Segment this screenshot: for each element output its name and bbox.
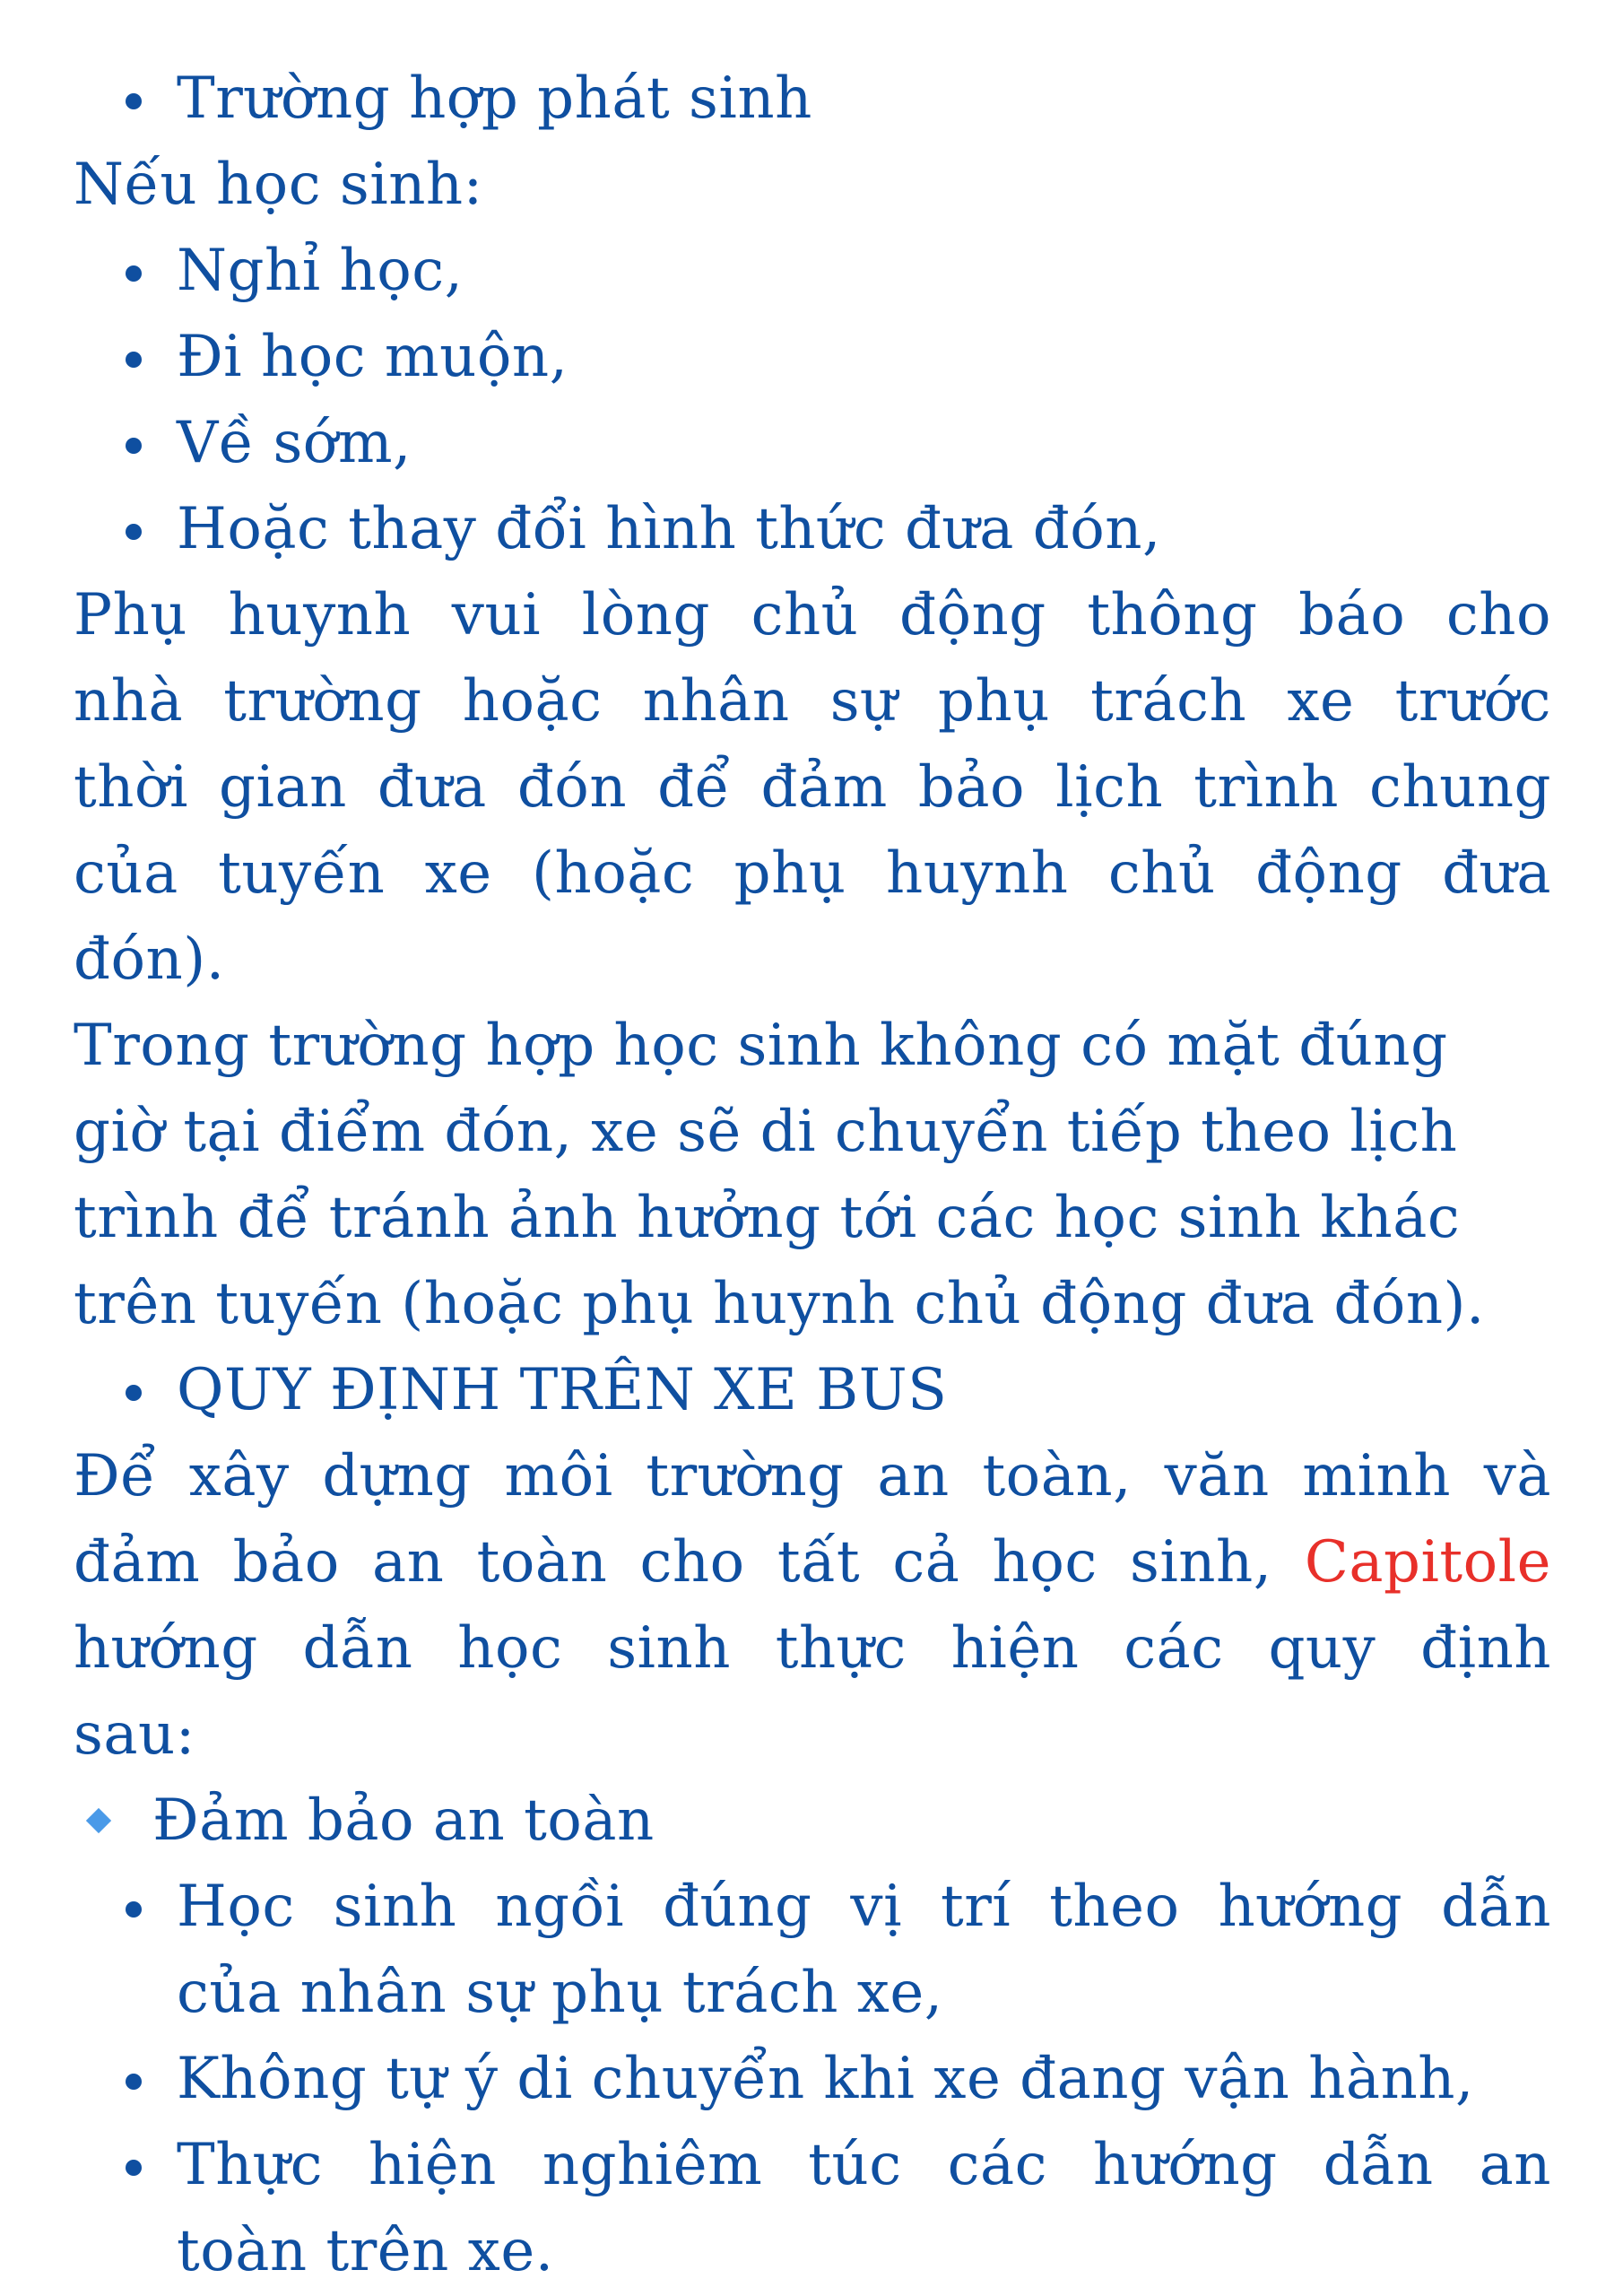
bullet-icon [126,438,142,454]
section-heading-item [74,1347,1551,1433]
paragraph-line: sau: [74,1701,195,1768]
paragraph-line: giờ tại điểm đón, xe sẽ di chuyển tiếp theo lịch [74,1099,1458,1165]
paragraph-line: nhà trường hoặc nhân sự phụ trách xe trước [74,668,1551,735]
bullet-icon [126,2160,142,2176]
paragraph-line: đón). [74,926,225,993]
safety-item-text: Thực hiện nghiêm túc các hướng dẫn an [177,2132,1551,2198]
bullet-icon [126,524,142,540]
paragraph-line: Phụ huynh vui lòng chủ động thông báo cho [74,582,1551,648]
bullet-icon [126,352,142,368]
diamond-icon [86,1808,111,1833]
brand-name: Capitole [1304,1529,1551,1596]
bullet-icon [126,1385,142,1401]
list-item [74,2122,1551,2208]
bullet-icon [126,1901,142,1918]
list-item [74,2036,1551,2122]
paragraph-line [74,1519,1551,1605]
safety-item-text: Không tự ý di chuyển khi xe đang vận hành, [177,2046,1474,2112]
paragraph-line: thời gian đưa đón để đảm bảo lịch trình chung [74,754,1551,821]
safety-item-text: Học sinh ngồi đúng vị trí theo hướng dẫn [177,1874,1551,1940]
paragraph-text: đảm bảo an toàn cho tất cả học sinh, [74,1529,1305,1596]
paragraph-line: trình để tránh ảnh hưởng tới các học sinh khác [74,1185,1461,1251]
bullet-icon [126,93,142,109]
list-item [74,1864,1551,1950]
case-text: Nghỉ học, [177,238,464,304]
paragraph-line: Để xây dựng môi trường an toàn, văn minh và [74,1443,1551,1509]
list-item [74,56,1551,142]
case-bullet-text: Trường hợp phát sinh [177,65,812,132]
list-item [74,228,1551,314]
paragraph-line: của tuyến xe (hoặc phụ huynh chủ động đưa [74,840,1551,907]
list-item [74,400,1551,486]
case-text: Đi học muộn, [177,324,568,390]
paragraph-line: Trong trường hợp học sinh không có mặt đúng [74,1013,1448,1079]
paragraph-line: trên tuyến (hoặc phụ huynh chủ động đưa đón). [74,1271,1485,1337]
list-item [74,486,1551,572]
document-page [74,56,1551,2294]
rules-heading: QUY ĐỊNH TRÊN XE BUS [177,1357,948,1423]
case-text: Về sớm, [177,410,412,476]
list-item-continuation: của nhân sự phụ trách xe, [177,1960,943,2026]
list-item-continuation: toàn trên xe. [177,2218,554,2284]
safety-heading: Đảm bảo an toàn [152,1787,655,1854]
bullet-icon [126,2074,142,2090]
bullet-icon [126,265,142,282]
subsection-heading [74,1778,1551,1864]
paragraph-line: hướng dẫn học sinh thực hiện các quy định [74,1615,1551,1682]
case-text: Hoặc thay đổi hình thức đưa đón, [177,496,1161,562]
intro-line: Nếu học sinh: [74,152,483,218]
list-item [74,314,1551,400]
